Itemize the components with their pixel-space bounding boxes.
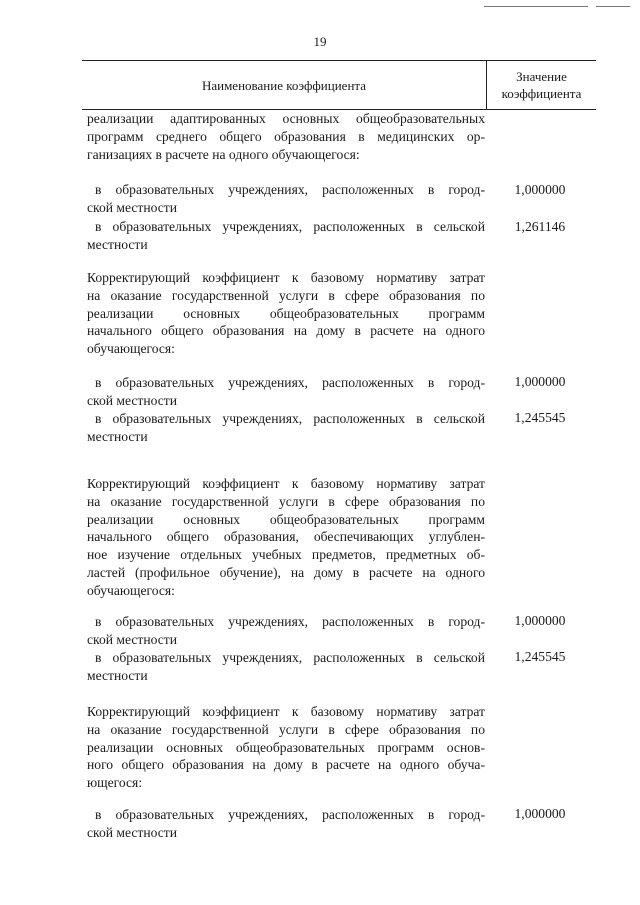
coefficient-value: 1,000000 xyxy=(514,374,566,389)
text-line: ганизациях в расчете на одного обучающегося: xyxy=(87,146,360,162)
text-line: Корректирующий коэффициент к базовому нормативу затрат xyxy=(87,476,485,491)
urban-subitem xyxy=(87,181,485,217)
text-line: обучающегося: xyxy=(87,341,175,357)
text-line: реализации основных общеобразовательных программ основ- xyxy=(87,739,485,755)
rural-subitem xyxy=(87,649,485,685)
text-line: ластей (профильное обучение), на дому в расчете на одного xyxy=(87,564,485,580)
text-line: ской местности xyxy=(87,631,178,647)
text-line: Корректирующий коэффициент к базовому нормативу затрат xyxy=(87,704,485,719)
text-line: обучающегося: xyxy=(87,582,175,598)
text-line: ской местности xyxy=(87,824,178,840)
text-line: программ среднего общего образования в медицинских ор- xyxy=(87,128,485,144)
header-coefficient-value xyxy=(487,61,596,109)
text-line: в образовательных учреждениях, расположенных в сельской xyxy=(95,219,485,234)
coefficient-value: 1,000000 xyxy=(514,806,566,821)
coefficient-value: 1,000000 xyxy=(514,182,566,197)
text-line: местности xyxy=(87,428,148,444)
coefficient-value: 1,000000 xyxy=(514,613,566,628)
text-line: в образовательных учреждениях, расположенных в город- xyxy=(95,614,485,629)
text-line: реализации основных общеобразовательных программ xyxy=(87,305,485,321)
coefficient-description xyxy=(87,703,485,792)
text-line: ющегося: xyxy=(87,775,143,791)
coefficient-value: 1,245545 xyxy=(514,649,566,664)
text-line: в образовательных учреждениях, расположенных в город- xyxy=(95,182,485,197)
text-line: на оказание государственной услуги в сфере образования по xyxy=(87,493,485,509)
page-number: 19 xyxy=(313,34,327,49)
rural-subitem xyxy=(87,218,485,254)
rural-subitem xyxy=(87,410,485,446)
text-line: в образовательных учреждениях, расположенных в сельской xyxy=(95,650,485,665)
text-line: на оказание государственной услуги в сфере образования по xyxy=(87,287,485,303)
urban-subitem xyxy=(87,613,485,649)
text-line: местности xyxy=(87,236,148,252)
text-line: реализации адаптированных основных общеобразовательных xyxy=(87,111,485,126)
coefficient-value: 1,261146 xyxy=(514,219,566,234)
text-line: реализации основных общеобразовательных программ xyxy=(87,511,485,527)
table-header xyxy=(82,60,596,110)
text-line: ное изучение отдельных учебных предметов, предметных об- xyxy=(87,547,485,563)
coefficient-description xyxy=(87,269,485,358)
text-line: ской местности xyxy=(87,392,178,408)
text-line: ного общего образования на дому в расчете на одного обуча- xyxy=(87,757,485,773)
header-value-line2: коэффициента xyxy=(501,86,582,101)
text-line: местности xyxy=(87,667,148,683)
header-coefficient-name-label: Наименование коэффициента xyxy=(201,77,367,93)
text-line: начального общего образования на дому в расчете на одного xyxy=(87,323,485,339)
coefficient-value: 1,245545 xyxy=(514,410,566,425)
text-line: в образовательных учреждениях, расположенных в город- xyxy=(95,807,485,822)
header-coefficient-name xyxy=(82,61,487,109)
text-line: в образовательных учреждениях, расположенных в сельской xyxy=(95,411,485,426)
continuation-paragraph xyxy=(87,110,485,163)
top-edge-line-right xyxy=(596,6,630,7)
urban-subitem xyxy=(87,374,485,410)
text-line: в образовательных учреждениях, расположенных в город- xyxy=(95,375,485,390)
top-edge-line-left xyxy=(484,6,588,7)
text-line: Корректирующий коэффициент к базовому нормативу затрат xyxy=(87,270,485,285)
urban-subitem xyxy=(87,806,485,842)
text-line: ской местности xyxy=(87,199,178,215)
coefficient-description xyxy=(87,475,485,600)
text-line: начального общего образования, обеспечивающих углублен- xyxy=(87,529,485,545)
header-value-line1: Значение xyxy=(516,69,567,84)
text-line: на оказание государственной услуги в сфере образования по xyxy=(87,721,485,737)
